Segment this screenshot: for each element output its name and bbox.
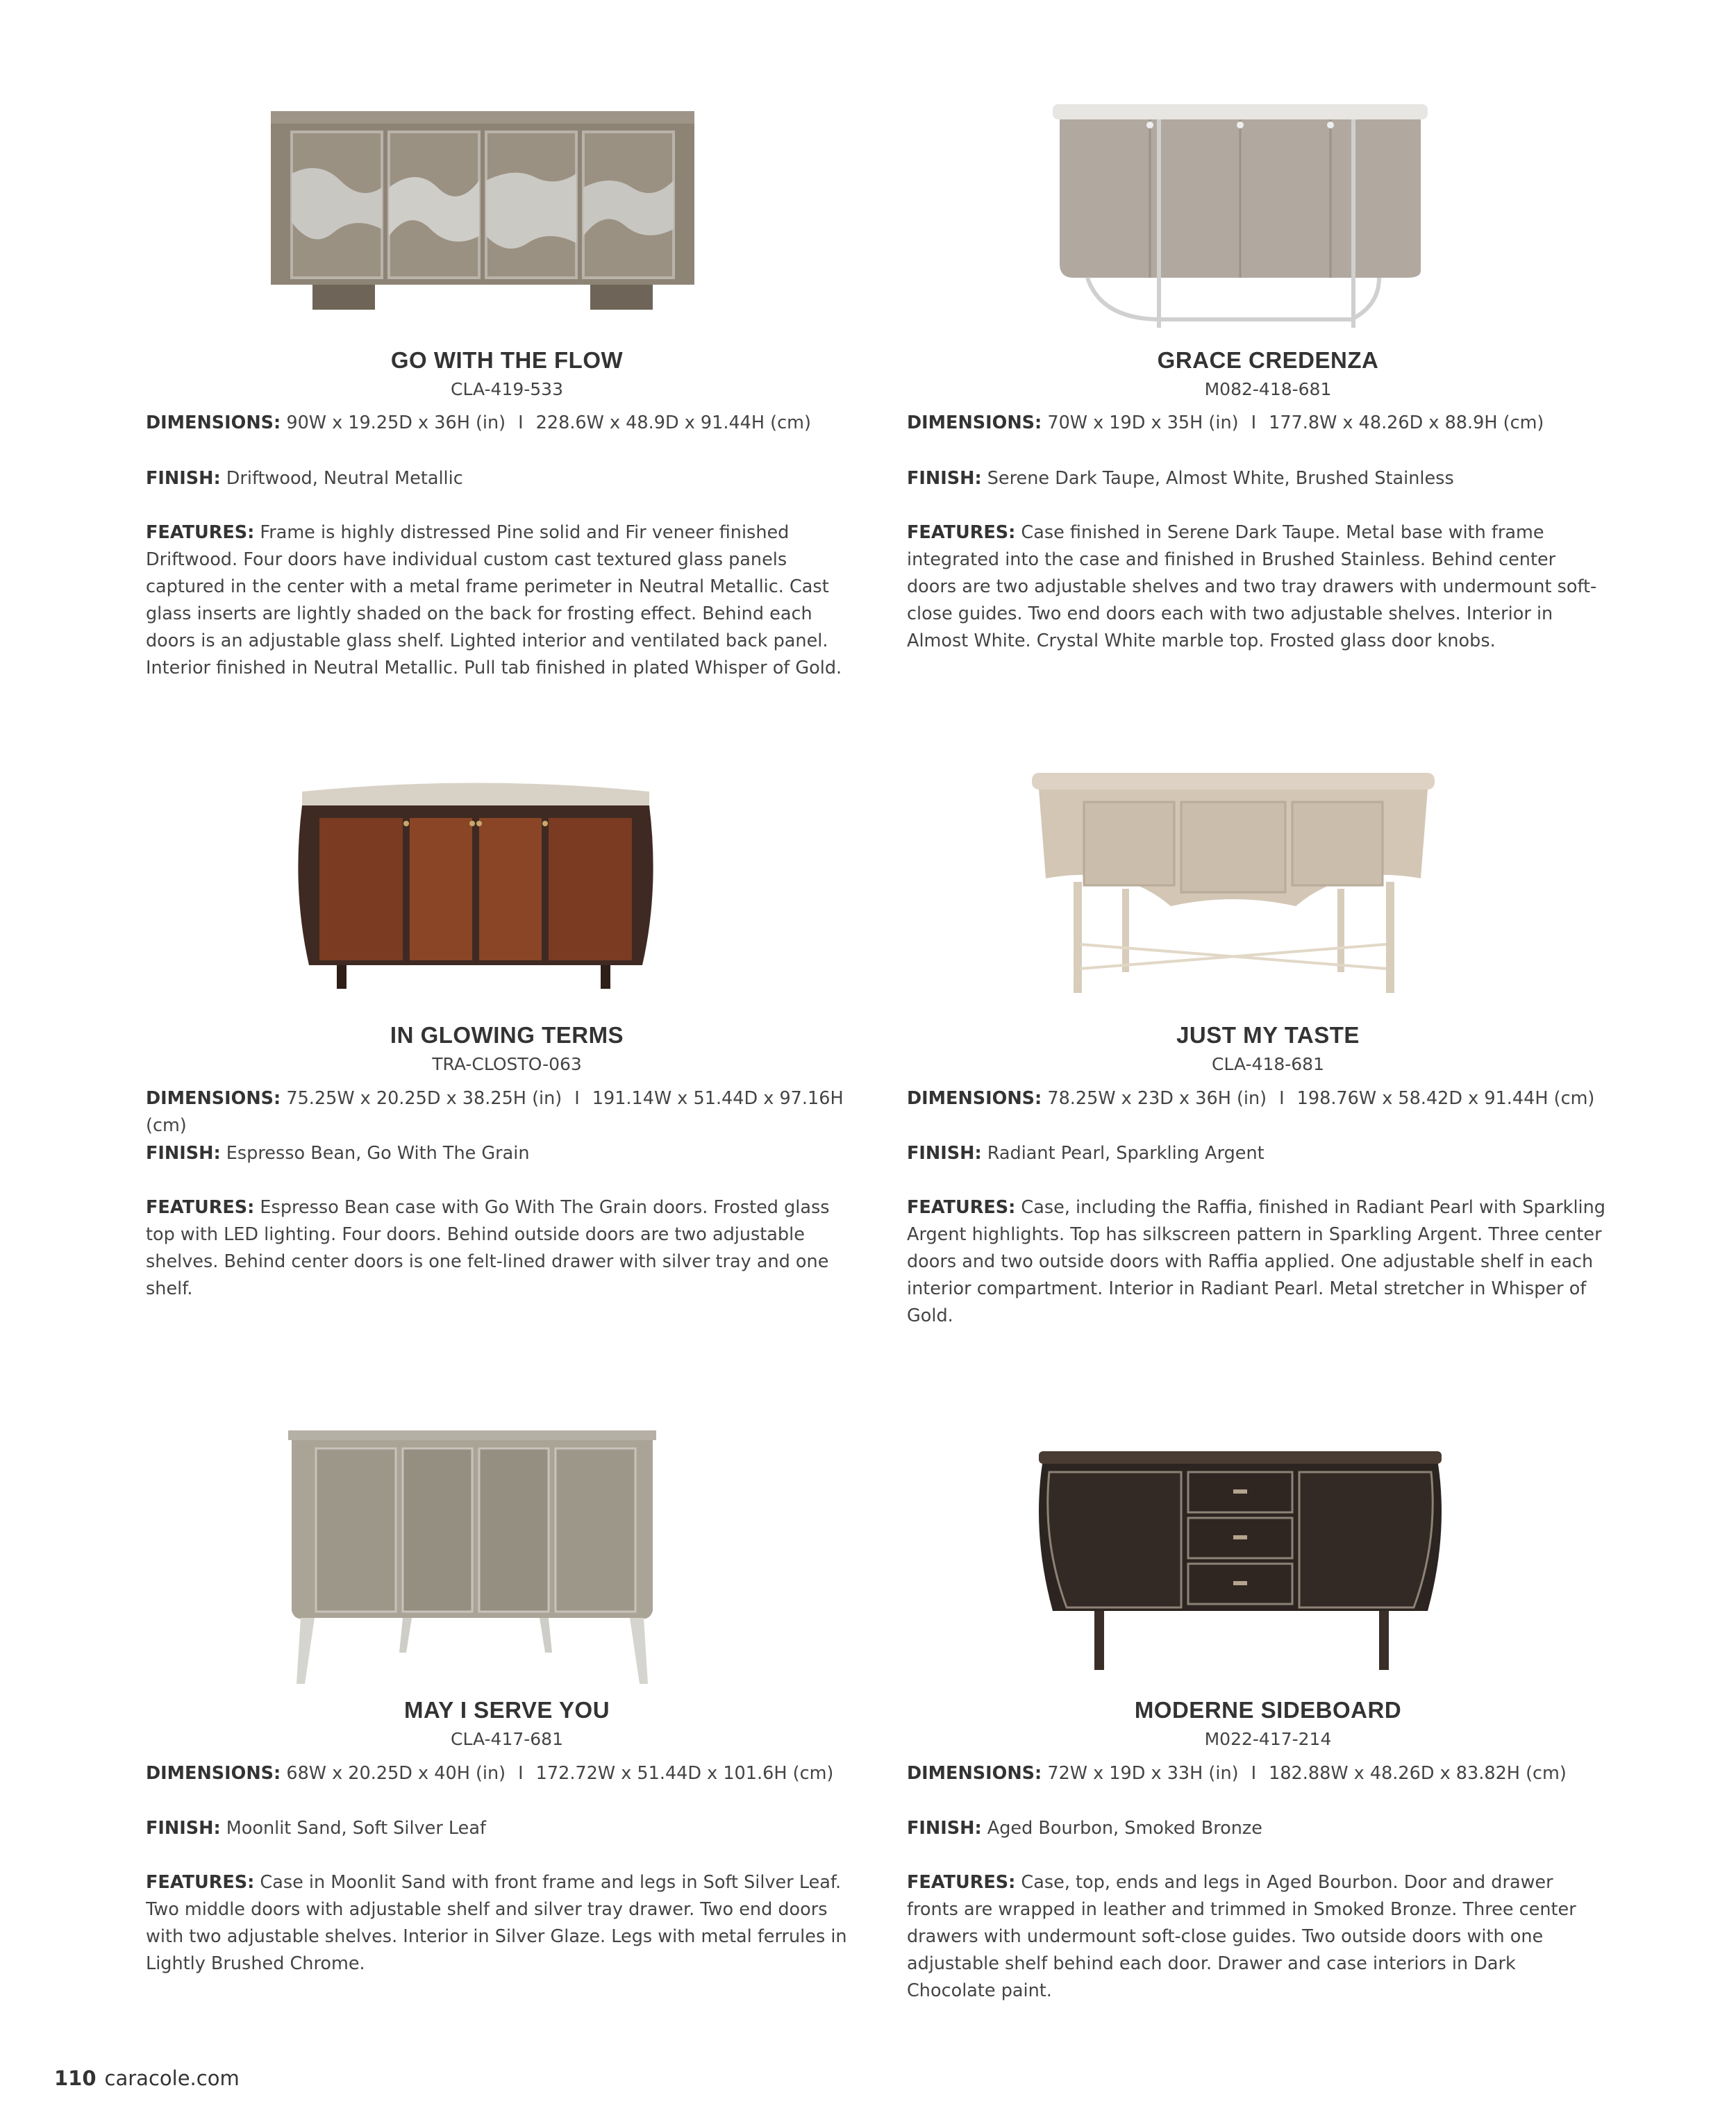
dimensions-cm: 228.6W x 48.9D x 91.44H (cm) bbox=[535, 412, 811, 433]
features-text: Espresso Bean case with Go With The Grain doors. Frosted glass top with LED lighting. Four doors. Behind outside doors are two adjustable shelves. Behind center doors is one felt-lined drawer with silver tray and one shelf. bbox=[146, 1197, 830, 1299]
product-image bbox=[295, 778, 656, 993]
finish-value: Driftwood, Neutral Metallic bbox=[226, 468, 463, 489]
features-row bbox=[907, 519, 1608, 655]
dimensions-label: DIMENSIONS: bbox=[907, 412, 1042, 433]
product-image bbox=[1039, 1451, 1442, 1673]
dimensions-row bbox=[907, 410, 1643, 437]
dimensions-in: 90W x 19.25D x 36H (in) bbox=[286, 412, 506, 433]
product-sku: CLA-418-681 bbox=[1212, 1054, 1324, 1074]
product-title: MODERNE SIDEBOARD bbox=[1134, 1697, 1402, 1723]
separator: I bbox=[518, 412, 524, 433]
finish-row bbox=[146, 465, 882, 492]
dimensions-cm: 191.14W x 51.44D x 97.16H (cm) bbox=[146, 1088, 844, 1136]
product-sku: M082-418-681 bbox=[1204, 379, 1332, 399]
separator: I bbox=[1251, 1763, 1257, 1784]
features-row bbox=[146, 519, 847, 682]
finish-row bbox=[907, 1140, 1643, 1167]
product-title: GRACE CREDENZA bbox=[1157, 347, 1379, 373]
finish-label: FINISH: bbox=[146, 1818, 221, 1839]
dimensions-cm: 198.76W x 58.42D x 91.44H (cm) bbox=[1296, 1088, 1595, 1109]
features-text: Case in Moonlit Sand with front frame and legs in Soft Silver Leaf. Two middle doors with adjustable shelf and silver tray drawer. Two end doors with two adjustable shelves. Interior in Silver Glaze. Legs with metal ferrules in Lightly Brushed Chrome. bbox=[146, 1872, 847, 1974]
finish-value: Serene Dark Taupe, Almost White, Brushed Stainless bbox=[987, 468, 1454, 489]
features-label: FEATURES: bbox=[146, 522, 255, 543]
finish-row bbox=[907, 465, 1643, 492]
dimensions-row bbox=[907, 1760, 1643, 1787]
dimensions-cm: 182.88W x 48.26D x 83.82H (cm) bbox=[1269, 1763, 1567, 1784]
finish-label: FINISH: bbox=[146, 1143, 221, 1164]
product-image bbox=[1032, 767, 1435, 996]
features-label: FEATURES: bbox=[907, 1197, 1016, 1218]
finish-label: FINISH: bbox=[907, 1143, 982, 1164]
product-sku: CLA-419-533 bbox=[451, 379, 563, 399]
finish-row bbox=[146, 1815, 882, 1842]
dimensions-in: 78.25W x 23D x 36H (in) bbox=[1047, 1088, 1267, 1109]
features-text: Case, top, ends and legs in Aged Bourbon. Door and drawer fronts are wrapped in leather and trimmed in Smoked Bronze. Three center drawers with undermount soft-close guides. Two outside doors with one adjustable shelf behind each door. Drawer and case interiors in Dark Chocolate paint. bbox=[907, 1872, 1576, 2001]
dimensions-label: DIMENSIONS: bbox=[146, 412, 281, 433]
separator: I bbox=[1251, 412, 1257, 433]
dimensions-in: 70W x 19D x 35H (in) bbox=[1047, 412, 1239, 433]
dimensions-row bbox=[146, 410, 882, 437]
separator: I bbox=[518, 1763, 524, 1784]
sideboard-illustration bbox=[1039, 1451, 1442, 1673]
finish-row bbox=[146, 1140, 882, 1167]
finish-label: FINISH: bbox=[146, 468, 221, 489]
page-footer bbox=[54, 2066, 240, 2090]
features-label: FEATURES: bbox=[146, 1197, 255, 1218]
finish-label: FINISH: bbox=[907, 1818, 982, 1839]
product-title: MAY I SERVE YOU bbox=[403, 1697, 610, 1723]
website-link[interactable]: caracole.com bbox=[104, 2066, 240, 2090]
dimensions-label: DIMENSIONS: bbox=[146, 1763, 281, 1784]
cabinet-illustration bbox=[295, 778, 656, 993]
finish-row bbox=[907, 1815, 1643, 1842]
dimensions-row bbox=[907, 1085, 1643, 1112]
page-number: 110 bbox=[54, 2066, 97, 2090]
console-illustration bbox=[1032, 767, 1435, 996]
separator: I bbox=[1279, 1088, 1285, 1109]
product-sku: CLA-417-681 bbox=[451, 1729, 563, 1749]
dimensions-in: 68W x 20.25D x 40H (in) bbox=[286, 1763, 506, 1784]
separator: I bbox=[574, 1088, 580, 1109]
product-title: JUST MY TASTE bbox=[1176, 1022, 1360, 1048]
features-row bbox=[146, 1194, 847, 1303]
features-label: FEATURES: bbox=[907, 522, 1016, 543]
features-row bbox=[146, 1869, 847, 1978]
finish-label: FINISH: bbox=[907, 468, 982, 489]
product-image bbox=[1046, 97, 1435, 333]
finish-value: Moonlit Sand, Soft Silver Leaf bbox=[226, 1818, 486, 1839]
features-text: Case finished in Serene Dark Taupe. Metal base with frame integrated into the case and finished in Brushed Stainless. Behind center doors are two adjustable shelves and two tray drawers with undermount soft-close guides. Two end doors each with two adjustable shelves. Interior in Almost White. Crystal White marble top. Frosted glass door knobs. bbox=[907, 522, 1597, 651]
finish-value: Radiant Pearl, Sparkling Argent bbox=[987, 1143, 1265, 1164]
dimensions-label: DIMENSIONS: bbox=[146, 1088, 281, 1109]
product-image bbox=[288, 1430, 663, 1687]
product-image bbox=[271, 111, 701, 319]
features-label: FEATURES: bbox=[907, 1872, 1016, 1893]
product-title: GO WITH THE FLOW bbox=[390, 347, 624, 373]
dimensions-label: DIMENSIONS: bbox=[907, 1763, 1042, 1784]
product-title: IN GLOWING TERMS bbox=[390, 1022, 624, 1048]
dimensions-label: DIMENSIONS: bbox=[907, 1088, 1042, 1109]
features-label: FEATURES: bbox=[146, 1872, 255, 1893]
credenza-illustration bbox=[1046, 97, 1435, 333]
features-row bbox=[907, 1869, 1608, 2005]
dimensions-row bbox=[146, 1760, 882, 1787]
server-illustration bbox=[288, 1430, 663, 1687]
features-text: Frame is highly distressed Pine solid and Fir veneer finished Driftwood. Four doors have individual custom cast textured glass panels captured in the center with a metal frame perimeter in Neutral Metallic. Cast glass inserts are lightly shaded on the back for frosting effect. Behind each doors is an adjustable glass shelf. Lighted interior and ventilated back panel. Interior finished in Neutral Metallic. Pull tab finished in plated Whisper of Gold. bbox=[146, 522, 842, 678]
dimensions-in: 72W x 19D x 33H (in) bbox=[1047, 1763, 1239, 1784]
product-sku: M022-417-214 bbox=[1204, 1729, 1332, 1749]
finish-value: Aged Bourbon, Smoked Bronze bbox=[987, 1818, 1262, 1839]
sideboard-illustration bbox=[271, 111, 701, 319]
dimensions-row bbox=[146, 1085, 882, 1139]
dimensions-cm: 177.8W x 48.26D x 88.9H (cm) bbox=[1269, 412, 1544, 433]
features-text: Case, including the Raffia, finished in Radiant Pearl with Sparkling Argent highlights. Top has silkscreen pattern in Sparkling Argent. Three center doors and two outside doors with Raffia applied. One adjustable shelf in each interior compartment. Interior in Radiant Pearl. Metal stretcher in Whisper of Gold. bbox=[907, 1197, 1605, 1326]
features-row bbox=[907, 1194, 1608, 1330]
dimensions-in: 75.25W x 20.25D x 38.25H (in) bbox=[286, 1088, 562, 1109]
dimensions-cm: 172.72W x 51.44D x 101.6H (cm) bbox=[535, 1763, 834, 1784]
finish-value: Espresso Bean, Go With The Grain bbox=[226, 1143, 530, 1164]
product-sku: TRA-CLOSTO-063 bbox=[432, 1054, 582, 1074]
